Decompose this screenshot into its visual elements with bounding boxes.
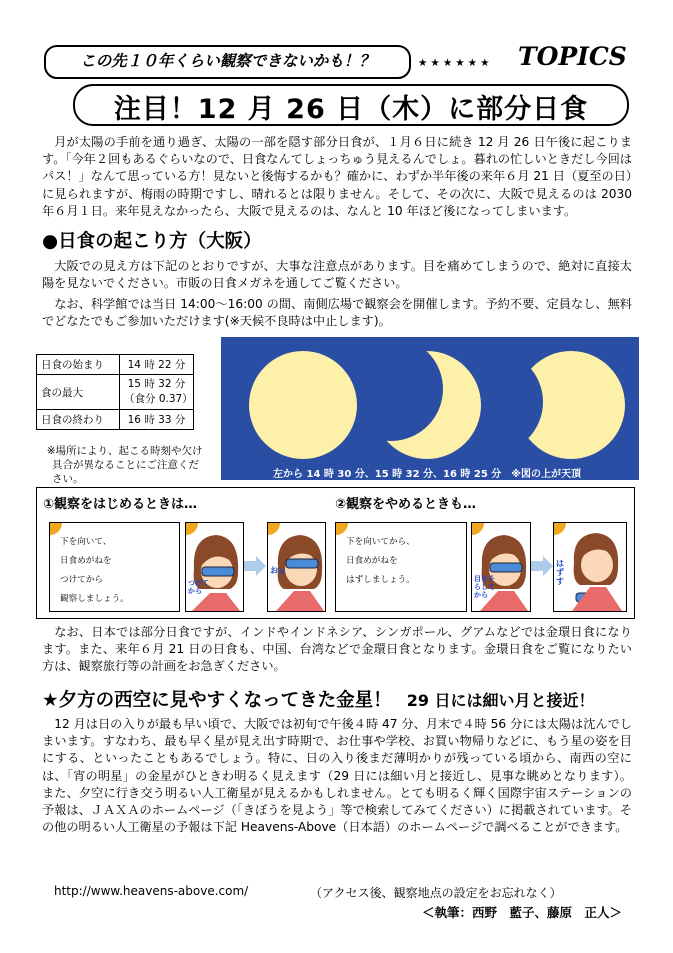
frame-start-3 xyxy=(267,522,326,612)
intro-paragraph: 月が太陽の手前を通り過ぎ、太陽の一部を隠す部分日食が、１月６日に続き 12 月 26 日午後に起こります。「今年２回もあるぐらいなので、日食なんてしょっちゅう見えるんでしょ。暮れの忙しいときだし今回はパス！」なんて思っている方！見ないと後悔するかも？確かに、わずか半年後の来年６月 21 日（夏至の日）に見られますが、梅雨の時期ですし、晴れるとは限りません。そして、その次に、大阪で見えるのは 2030 年６月１日。来年見えなかったら、大阪で見えるのは、なんと 10 年ほど後になってしまいます。 xyxy=(42,135,632,218)
frame-start-1 xyxy=(49,522,180,612)
heavens-above-link[interactable]: http://www.heavens-above.com/ xyxy=(54,884,249,898)
author-credit: ＜執筆：西野 藍子、藤原 正人＞ xyxy=(422,905,623,920)
observation-guide xyxy=(36,487,635,619)
arrow-right-icon xyxy=(531,556,553,576)
eclipse-timetable xyxy=(36,354,194,430)
text-line: 下を向いてから、 xyxy=(346,537,415,547)
row-value: 15 時 32 分 xyxy=(127,378,186,390)
row-value: 16 時 33 分 xyxy=(120,410,194,430)
venus-heading-main: ★夕方の西空に見やすくなってきた金星！ xyxy=(42,690,392,711)
frame-start-text xyxy=(60,533,129,609)
start-label-1: つけてから xyxy=(188,579,209,595)
sun-disk-1430 xyxy=(249,351,357,459)
row-subvalue: （食分 0.37） xyxy=(124,393,193,405)
frame-stop-2 xyxy=(471,522,531,612)
text-line: 日食めがねを xyxy=(346,556,398,566)
venus-heading-sub: 29 日には細い月と接近！ xyxy=(406,691,595,710)
stop-label-2: はずす xyxy=(556,559,564,586)
text-line: はずしましょう。 xyxy=(346,575,415,585)
topic-stars: ★★★★★★ xyxy=(418,57,493,69)
venus-paragraph: 12 月は日の入りが最も早い頃で、大阪では初旬で午後４時 47 分、月末で４時 56 分には太陽は沈んでしまいます。すなわち、最も早く星が見え出す時期で、お仕事や学校、お買い物帰りなどに、もう星の姿を目にする、といったこともあるでしょう。特に、日の入り後まだ薄明かりが残っている頃から、南西の空には、「宵の明星」の金星がひときわ明るく見えます（29 日には細い月と接近し、見事な眺めとなります）。また、夕空に行き交う明るい人工衛星が見えるかもしれません。とても明るく輝く国際宇宙ステーションの予報は、ＪＡＸＡのホームページ（「きぼうを見よう」等で検索してみてください）に掲載されています。その他の明るい人工衛星の予報は下記 Heavens-Above（日本語）のホームページで調べることができます。 xyxy=(42,717,632,835)
access-note: （アクセス後、観察地点の設定をお忘れなく） xyxy=(310,886,562,900)
frame-start-2 xyxy=(185,522,244,612)
topics-label: TOPICS xyxy=(518,42,627,71)
page-title: 注目！12 月 26 日（木）に部分日食 xyxy=(113,94,589,125)
arrow-right-icon xyxy=(244,556,266,576)
table-row xyxy=(37,410,194,430)
table-row xyxy=(37,355,194,375)
table-row xyxy=(37,375,194,410)
girl-looking-down-illustration xyxy=(186,523,243,611)
start-label-2: おぉ xyxy=(270,566,286,575)
tagline-text: この先１０年くらい観察できないかも！？ xyxy=(80,52,375,70)
text-line: 観察しましょう。 xyxy=(60,594,129,604)
eclipse-caution-paragraph: 大阪での見え方は下記のとおりですが、大事な注意点があります。目を痛めてしまうので、絶対に直接太陽を見ないでください。市販の日食メガネを通してご覧ください。 xyxy=(42,259,632,291)
row-value-cell xyxy=(120,375,194,410)
observation-event-paragraph: なお、科学館では当日 14:00～16:00 の間、南側広場で観察会を開催します。予約不要、定員なし、無料でどなたでもご参加いただけます(※天候不良時は中止します)。 xyxy=(42,297,632,329)
frame-stop-text xyxy=(346,533,415,590)
eclipse-caption: 左から 14 時 30 分、15 時 32 分、16 時 25 分 ※図の上が天頂 xyxy=(273,469,582,480)
frame-stop-1 xyxy=(335,522,467,612)
text-line: 下を向いて、 xyxy=(60,537,112,547)
sun-disk-1625 xyxy=(517,351,625,459)
frame-stop-3 xyxy=(553,522,627,612)
row-label: 日食の始まり xyxy=(37,355,120,375)
row-label: 日食の終わり xyxy=(37,410,120,430)
row-value: 14 時 22 分 xyxy=(120,355,194,375)
row-label: 食の最大 xyxy=(37,375,120,410)
text-line: 日食めがねを xyxy=(60,556,112,566)
guide-stop-title: ②観察をやめるときも… xyxy=(335,497,477,512)
text-line: つけてから xyxy=(60,575,103,585)
stop-label-1: 目をそらしてから xyxy=(474,575,495,599)
eclipse-panel xyxy=(221,337,639,480)
eclipse-illustration xyxy=(221,337,639,480)
annular-eclipse-paragraph: なお、日本では部分日食ですが、インドやインドネシア、シンガポール、グアムなどでは金環日食になります。また、来年６月 21 日の日食も、中国、台湾などで金環日食となります。金環日食をご覧になりたい方は、観察旅行等の計画をお急ぎください。 xyxy=(42,625,632,674)
guide-start-title: ①観察をはじめるときは… xyxy=(43,497,198,512)
timetable-note: ※場所により、起こる時刻や欠け具合が異なることにご注意ください。 xyxy=(46,445,203,485)
section-venus-heading xyxy=(42,686,595,712)
section-eclipse-heading: ●日食の起こり方（大阪） xyxy=(42,231,262,252)
sun-disk-1532 xyxy=(373,351,481,459)
